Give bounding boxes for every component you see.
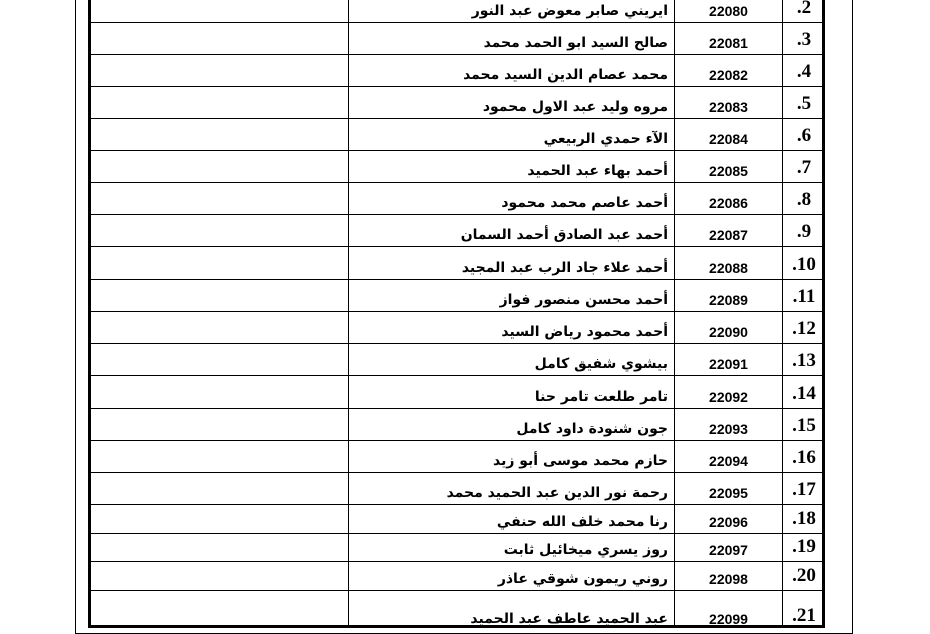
name-cell xyxy=(349,119,675,150)
row-number: .21 xyxy=(792,605,816,626)
empty-cell xyxy=(91,55,349,86)
code-cell xyxy=(675,215,783,246)
student-name: محمد عصام الدين السيد محمد xyxy=(463,67,668,83)
row-number: .19 xyxy=(792,536,816,557)
student-name: رحمة نور الدين عبد الحميد محمد xyxy=(446,485,668,501)
code-cell xyxy=(675,247,783,279)
empty-cell xyxy=(91,534,349,561)
table-row xyxy=(91,119,822,151)
code-cell xyxy=(675,591,783,628)
table-row xyxy=(91,376,822,409)
student-name: الآء حمدي الربيعي xyxy=(543,131,668,147)
table-row xyxy=(91,562,822,591)
table-row xyxy=(91,344,822,376)
code-cell xyxy=(675,376,783,408)
row-number: .8 xyxy=(796,189,812,210)
table-row xyxy=(91,215,822,247)
code-cell xyxy=(675,312,783,343)
code-cell xyxy=(675,505,783,533)
row-number: .15 xyxy=(792,415,816,436)
seat-number: 22084 xyxy=(709,131,748,147)
index-cell xyxy=(783,534,825,561)
student-name: روز يسري ميخائيل ثابت xyxy=(503,542,668,558)
row-number: .17 xyxy=(792,479,816,500)
student-name: روني ريمون شوقي عاذر xyxy=(497,571,668,587)
index-cell xyxy=(783,562,825,590)
empty-cell xyxy=(91,562,349,590)
empty-cell xyxy=(91,215,349,246)
table-row xyxy=(91,151,822,183)
student-name: أحمد عبد الصادق أحمد السمان xyxy=(460,227,668,243)
name-cell xyxy=(349,441,675,472)
table-row xyxy=(91,591,822,628)
code-cell xyxy=(675,0,783,22)
code-cell xyxy=(675,409,783,440)
seat-number: 22091 xyxy=(709,356,748,372)
code-cell xyxy=(675,23,783,54)
seat-number: 22081 xyxy=(709,35,748,51)
code-cell xyxy=(675,151,783,182)
student-name: بيشوي شفيق كامل xyxy=(534,356,668,372)
student-name: رنا محمد خلف الله حنفي xyxy=(496,514,668,530)
student-name: ايريني صابر معوض عبد النور xyxy=(471,3,668,19)
index-cell xyxy=(783,87,825,118)
code-cell xyxy=(675,183,783,214)
empty-cell xyxy=(91,247,349,279)
index-cell xyxy=(783,151,825,182)
student-name: صالح السيد ابو الحمد محمد xyxy=(483,35,668,51)
index-cell xyxy=(783,280,825,311)
row-number: .13 xyxy=(792,350,816,371)
seat-number: 22080 xyxy=(709,3,748,19)
name-cell xyxy=(349,151,675,182)
index-cell xyxy=(783,473,825,504)
row-number: .7 xyxy=(796,157,812,178)
empty-cell xyxy=(91,0,349,22)
index-cell xyxy=(783,344,825,375)
name-cell xyxy=(349,0,675,22)
name-cell xyxy=(349,344,675,375)
row-number: .6 xyxy=(796,125,812,146)
seat-number: 22085 xyxy=(709,163,748,179)
seat-number: 22094 xyxy=(709,453,748,469)
student-table xyxy=(88,0,825,628)
name-cell xyxy=(349,376,675,408)
seat-number: 22089 xyxy=(709,292,748,308)
row-number: .10 xyxy=(792,254,816,275)
table-row xyxy=(91,183,822,215)
index-cell xyxy=(783,591,825,628)
name-cell xyxy=(349,312,675,343)
row-number: .16 xyxy=(792,447,816,468)
student-name: عبد الحميد عاطف عبد الحميد xyxy=(470,611,668,627)
name-cell xyxy=(349,87,675,118)
empty-cell xyxy=(91,151,349,182)
row-number: .9 xyxy=(796,221,812,242)
index-cell xyxy=(783,55,825,86)
table-row xyxy=(91,534,822,562)
empty-cell xyxy=(91,441,349,472)
index-cell xyxy=(783,247,825,279)
code-cell xyxy=(675,473,783,504)
table-row xyxy=(91,280,822,312)
table-row xyxy=(91,473,822,505)
table-row xyxy=(91,505,822,534)
empty-cell xyxy=(91,473,349,504)
empty-cell xyxy=(91,344,349,375)
code-cell xyxy=(675,344,783,375)
index-cell xyxy=(783,409,825,440)
seat-number: 22092 xyxy=(709,389,748,405)
student-name: أحمد محسن منصور فواز xyxy=(499,292,668,308)
row-number: .12 xyxy=(792,318,816,339)
empty-cell xyxy=(91,591,349,628)
empty-cell xyxy=(91,183,349,214)
seat-number: 22097 xyxy=(709,542,748,558)
seat-number: 22090 xyxy=(709,324,748,340)
student-name: أحمد علاء جاد الرب عبد المجيد xyxy=(461,260,668,276)
student-name: أحمد بهاء عبد الحميد xyxy=(527,163,668,179)
index-cell xyxy=(783,119,825,150)
table-row xyxy=(91,55,822,87)
row-number: .2 xyxy=(796,0,812,18)
index-cell xyxy=(783,376,825,408)
empty-cell xyxy=(91,505,349,533)
name-cell xyxy=(349,409,675,440)
table-row xyxy=(91,441,822,473)
index-cell xyxy=(783,505,825,533)
empty-cell xyxy=(91,23,349,54)
seat-number: 22087 xyxy=(709,227,748,243)
row-number: .11 xyxy=(792,286,816,307)
code-cell xyxy=(675,562,783,590)
student-name: أحمد عاصم محمد محمود xyxy=(501,195,668,211)
row-number: .20 xyxy=(792,565,816,586)
seat-number: 22099 xyxy=(709,611,748,627)
student-name: تامر طلعت تامر حنا xyxy=(534,389,668,405)
student-name: حازم محمد موسى أبو زيد xyxy=(492,453,668,469)
table-row xyxy=(91,87,822,119)
seat-number: 22086 xyxy=(709,195,748,211)
name-cell xyxy=(349,215,675,246)
empty-cell xyxy=(91,119,349,150)
code-cell xyxy=(675,55,783,86)
empty-cell xyxy=(91,376,349,408)
code-cell xyxy=(675,87,783,118)
empty-cell xyxy=(91,409,349,440)
student-name: أحمد محمود رياض السيد xyxy=(501,324,668,340)
table-row xyxy=(91,409,822,441)
index-cell xyxy=(783,183,825,214)
seat-number: 22082 xyxy=(709,67,748,83)
table-row xyxy=(91,23,822,55)
seat-number: 22098 xyxy=(709,571,748,587)
name-cell xyxy=(349,505,675,533)
name-cell xyxy=(349,591,675,628)
table-row xyxy=(91,0,822,23)
code-cell xyxy=(675,280,783,311)
name-cell xyxy=(349,473,675,504)
name-cell xyxy=(349,55,675,86)
row-number: .4 xyxy=(796,61,812,82)
row-number: .14 xyxy=(792,383,816,404)
table-row xyxy=(91,312,822,344)
seat-number: 22093 xyxy=(709,421,748,437)
student-name: مروه وليد عبد الاول محمود xyxy=(482,99,668,115)
code-cell xyxy=(675,534,783,561)
index-cell xyxy=(783,0,825,22)
empty-cell xyxy=(91,87,349,118)
empty-cell xyxy=(91,312,349,343)
row-number: .3 xyxy=(796,29,812,50)
name-cell xyxy=(349,183,675,214)
code-cell xyxy=(675,441,783,472)
seat-number: 22095 xyxy=(709,485,748,501)
name-cell xyxy=(349,23,675,54)
name-cell xyxy=(349,247,675,279)
row-number: .5 xyxy=(796,93,812,114)
seat-number: 22083 xyxy=(709,99,748,115)
seat-number: 22096 xyxy=(709,514,748,530)
seat-number: 22088 xyxy=(709,260,748,276)
row-number: .18 xyxy=(792,508,816,529)
student-name: جون شنودة داود كامل xyxy=(516,421,668,437)
name-cell xyxy=(349,562,675,590)
index-cell xyxy=(783,215,825,246)
index-cell xyxy=(783,441,825,472)
name-cell xyxy=(349,280,675,311)
table-row xyxy=(91,247,822,280)
name-cell xyxy=(349,534,675,561)
index-cell xyxy=(783,23,825,54)
empty-cell xyxy=(91,280,349,311)
code-cell xyxy=(675,119,783,150)
index-cell xyxy=(783,312,825,343)
